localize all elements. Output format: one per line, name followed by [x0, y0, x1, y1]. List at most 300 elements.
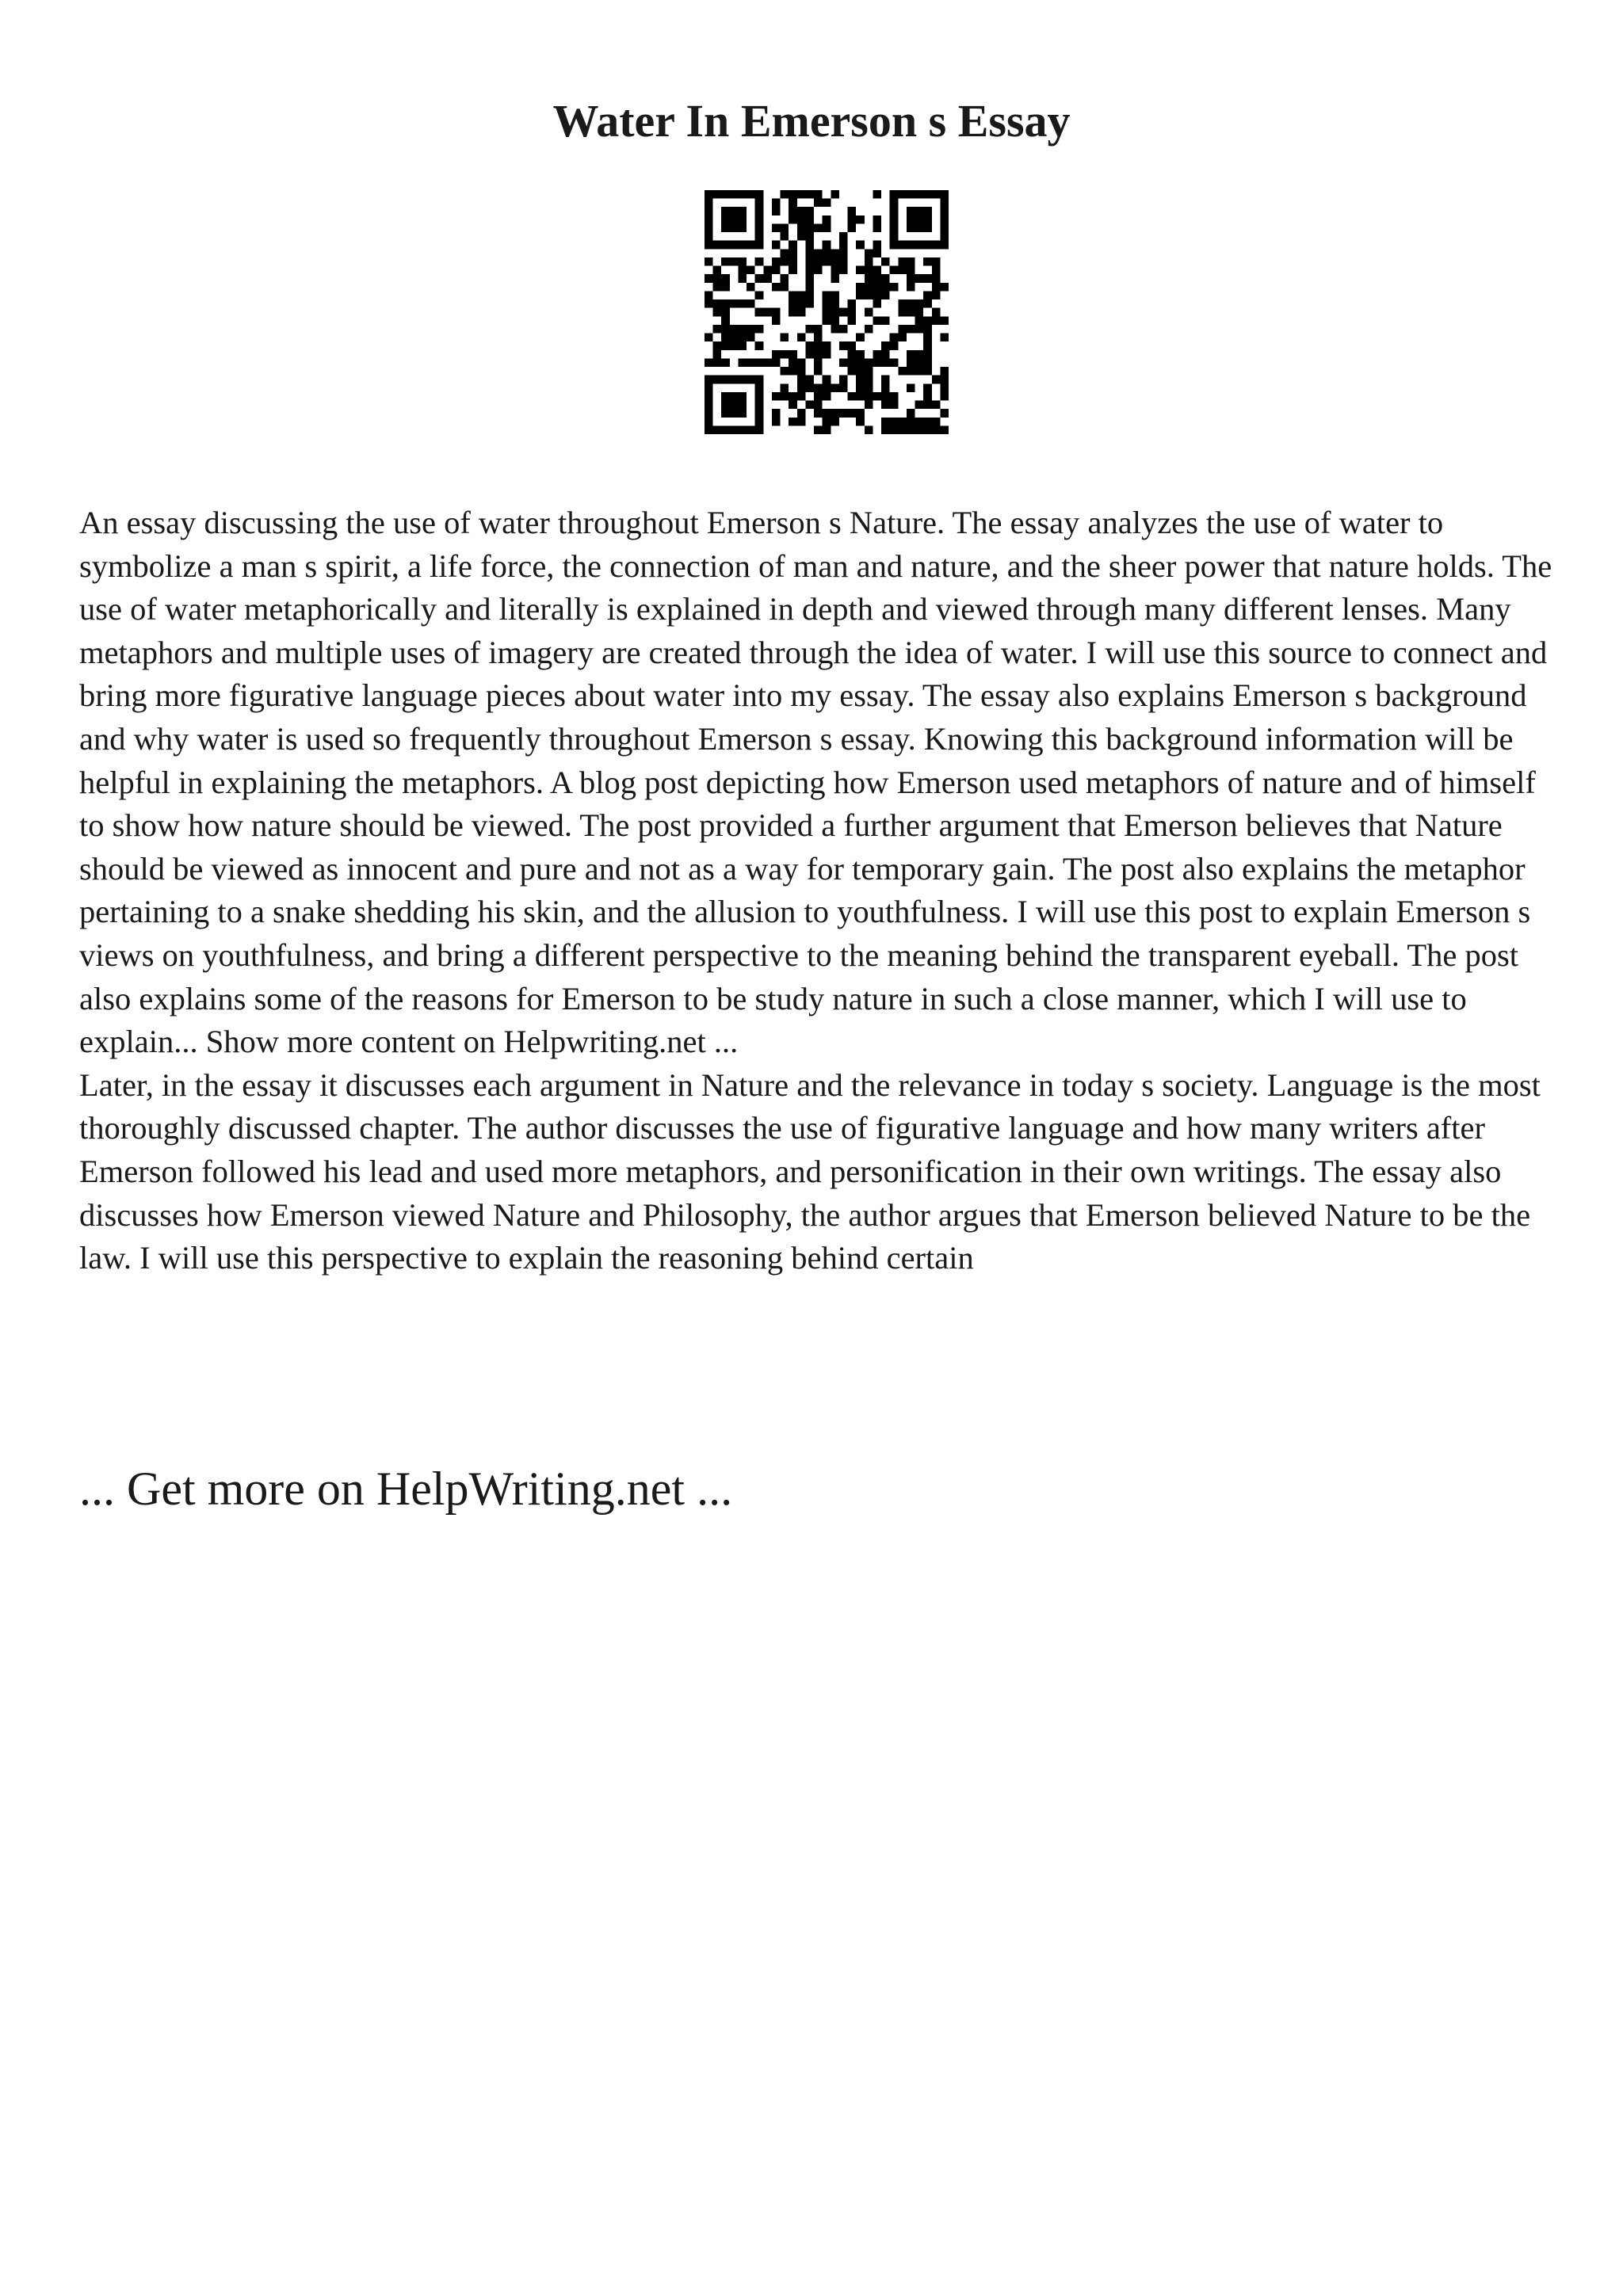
qr-module: [831, 299, 839, 308]
qr-module: [805, 325, 814, 334]
qr-module: [772, 207, 781, 215]
qr-module: [789, 367, 797, 376]
qr-module: [898, 190, 907, 199]
qr-module: [705, 207, 713, 215]
qr-module: [915, 223, 924, 232]
qr-module: [823, 215, 831, 224]
qr-module: [721, 341, 730, 350]
qr-module: [932, 190, 941, 199]
qr-module: [747, 190, 755, 199]
qr-module: [713, 283, 722, 292]
qr-module: [721, 215, 730, 224]
qr-module: [721, 207, 730, 215]
qr-module: [713, 274, 722, 283]
qr-module: [839, 266, 848, 275]
qr-module: [848, 392, 857, 401]
qr-module: [805, 401, 814, 410]
page-title: Water In Emerson s Essay: [552, 95, 1071, 147]
qr-module: [721, 401, 730, 410]
qr-module: [865, 358, 873, 367]
qr-module: [713, 325, 722, 334]
qr-module: [738, 409, 747, 418]
qr-module: [839, 341, 848, 350]
qr-module: [923, 367, 932, 376]
qr-code-icon[interactable]: [705, 190, 949, 434]
qr-module: [805, 341, 814, 350]
qr-module: [797, 232, 806, 241]
qr-module: [940, 190, 949, 199]
qr-module: [898, 325, 907, 334]
qr-module: [856, 383, 865, 392]
qr-module: [923, 215, 932, 224]
qr-module: [705, 223, 713, 232]
qr-module: [856, 392, 865, 401]
get-more-link[interactable]: ... Get more on HelpWriting.net ...: [79, 1463, 733, 1515]
qr-module: [730, 334, 739, 342]
qr-module: [805, 283, 814, 292]
qr-module: [705, 383, 713, 392]
qr-module: [738, 190, 747, 199]
qr-module: [940, 199, 949, 208]
qr-module: [772, 241, 781, 250]
qr-module: [923, 350, 932, 359]
qr-module: [789, 401, 797, 410]
qr-module: [789, 190, 797, 199]
qr-module: [831, 418, 839, 426]
qr-module: [932, 418, 941, 426]
qr-module: [923, 341, 932, 350]
qr-module: [873, 215, 881, 224]
qr-module: [747, 425, 755, 434]
qr-module: [907, 325, 915, 334]
qr-module: [839, 409, 848, 418]
qr-module: [738, 241, 747, 250]
qr-module: [781, 274, 789, 283]
qr-module: [789, 392, 797, 401]
qr-module: [772, 257, 781, 266]
qr-module: [781, 367, 789, 376]
qr-module: [898, 308, 907, 317]
qr-module: [814, 409, 823, 418]
essay-paragraph: An essay discussing the use of water throughout Emerson s Nature. The essay analyzes the use of water to symbolize a man s spirit, a life force, the connection of man and nature, and the sheer power that nature holds. The use of water metaphorically and literally is explained in depth and viewed through many different lenses. Many metaphors and multiple uses of imagery are created through the idea of water. I will use this source to connect and bring more figurative language pieces about water into my essay. The essay also explains Emerson s background and why water is used so frequently throughout Emerson s essay. Knowing this background information will be helpful in explaining the metaphors. A blog post depicting how Emerson used metaphors of nature and of himself to show how nature should be viewed. The post provided a further argument that Emerson believes that Nature should be viewed as innocent and pure and not as a way for temporary gain. The post also explains the metaphor pertaining to a snake shedding his skin, and the allusion to youthfulness. I will use this post to explain Emerson s views on youthfulness, and bring a different perspective to the meaning behind the transparent eyeball. The post also explains some of the reasons for Emerson to be study nature in such a close manner, which I will use to explain... Show more content on Helpwriting.net ...: [79, 505, 1552, 1060]
qr-module: [890, 215, 899, 224]
qr-module: [755, 409, 764, 418]
qr-module: [738, 325, 747, 334]
qr-module: [814, 325, 823, 334]
qr-module: [823, 249, 831, 257]
qr-module: [738, 257, 747, 266]
qr-module: [907, 190, 915, 199]
qr-module: [865, 392, 873, 401]
qr-module: [721, 334, 730, 342]
qr-module: [755, 383, 764, 392]
qr-module: [721, 241, 730, 250]
qr-module: [823, 316, 831, 325]
qr-module: [738, 274, 747, 283]
qr-module: [898, 257, 907, 266]
qr-module: [890, 401, 899, 410]
qr-module: [755, 341, 764, 350]
qr-module: [940, 316, 949, 325]
qr-module: [823, 409, 831, 418]
qr-module: [940, 367, 949, 376]
qr-module: [721, 308, 730, 317]
qr-module: [797, 376, 806, 384]
qr-module: [890, 241, 899, 250]
qr-module: [772, 418, 781, 426]
qr-module: [823, 376, 831, 384]
qr-module: [873, 392, 881, 401]
qr-module: [940, 232, 949, 241]
qr-module: [923, 358, 932, 367]
qr-module: [755, 418, 764, 426]
qr-module: [940, 283, 949, 292]
qr-module: [781, 232, 789, 241]
qr-module: [705, 190, 713, 199]
qr-module: [789, 299, 797, 308]
qr-module: [839, 308, 848, 317]
qr-module: [890, 190, 899, 199]
qr-module: [721, 257, 730, 266]
qr-module: [721, 358, 730, 367]
qr-module: [755, 401, 764, 410]
qr-module: [898, 334, 907, 342]
qr-module: [907, 358, 915, 367]
qr-module: [789, 291, 797, 299]
qr-module: [721, 316, 730, 325]
qr-module: [797, 409, 806, 418]
qr-module: [805, 207, 814, 215]
qr-module: [705, 274, 713, 283]
qr-module: [831, 257, 839, 266]
qr-module: [848, 308, 857, 317]
qr-module: [923, 316, 932, 325]
qr-module: [907, 350, 915, 359]
qr-module: [789, 358, 797, 367]
qr-module: [915, 207, 924, 215]
qr-module: [763, 274, 772, 283]
qr-module: [814, 266, 823, 275]
qr-module: [797, 299, 806, 308]
qr-module: [772, 283, 781, 292]
qr-module: [814, 383, 823, 392]
qr-module: [789, 199, 797, 208]
qr-module: [772, 409, 781, 418]
qr-module: [823, 241, 831, 250]
qr-module: [873, 274, 881, 283]
qr-module: [839, 232, 848, 241]
qr-module: [856, 358, 865, 367]
qr-module: [839, 257, 848, 266]
qr-module: [907, 241, 915, 250]
qr-module: [797, 358, 806, 367]
qr-module: [721, 190, 730, 199]
qr-module: [721, 425, 730, 434]
qr-module: [865, 266, 873, 275]
qr-module: [730, 401, 739, 410]
qr-module: [772, 308, 781, 317]
qr-module: [831, 190, 839, 199]
qr-module: [797, 367, 806, 376]
qr-module: [898, 425, 907, 434]
qr-module: [907, 367, 915, 376]
qr-module: [713, 299, 722, 308]
qr-module: [772, 199, 781, 208]
qr-module: [915, 215, 924, 224]
qr-module: [738, 266, 747, 275]
qr-module: [772, 266, 781, 275]
qr-module: [789, 215, 797, 224]
qr-module: [713, 376, 722, 384]
qr-module: [814, 425, 823, 434]
qr-module: [932, 425, 941, 434]
qr-module: [865, 325, 873, 334]
qr-module: [848, 409, 857, 418]
qr-module: [915, 401, 924, 410]
qr-module: [772, 316, 781, 325]
qr-module: [805, 274, 814, 283]
qr-module: [705, 425, 713, 434]
qr-module: [823, 223, 831, 232]
qr-module: [839, 249, 848, 257]
qr-module: [865, 283, 873, 292]
qr-module: [814, 350, 823, 359]
essay-paragraph: Later, in the essay it discusses each argument in Nature and the relevance in today s society. Language is the most thoroughly discussed chapter. The author discusses the use of figurative language and how many writers after Emerson followed his lead and used more metaphors, and personification in their own writings. The essay also discusses how Emerson viewed Nature and Philosophy, the author argues that Emerson believed Nature to be the law. I will use this perspective to explain the reasoning behind certain: [79, 1066, 1541, 1276]
qr-module: [705, 299, 713, 308]
qr-code-graphic: [705, 190, 949, 434]
qr-module: [915, 190, 924, 199]
qr-module: [805, 223, 814, 232]
qr-module: [940, 334, 949, 342]
qr-module: [755, 308, 764, 317]
qr-module: [823, 350, 831, 359]
qr-module: [747, 283, 755, 292]
qr-module: [789, 418, 797, 426]
qr-module: [915, 425, 924, 434]
qr-module: [755, 376, 764, 384]
qr-module: [915, 350, 924, 359]
qr-module: [873, 223, 881, 232]
qr-module: [932, 257, 941, 266]
qr-module: [814, 334, 823, 342]
qr-module: [823, 199, 831, 208]
qr-module: [898, 299, 907, 308]
qr-module: [738, 425, 747, 434]
qr-module: [789, 257, 797, 266]
qr-module: [940, 223, 949, 232]
qr-module: [865, 425, 873, 434]
qr-module: [805, 257, 814, 266]
qr-module: [721, 325, 730, 334]
qr-module: [923, 392, 932, 401]
qr-module: [755, 392, 764, 401]
qr-module: [805, 190, 814, 199]
qr-module: [738, 299, 747, 308]
qr-module: [856, 291, 865, 299]
qr-module: [831, 383, 839, 392]
qr-module: [831, 266, 839, 275]
qr-module: [831, 291, 839, 299]
qr-module: [755, 325, 764, 334]
qr-module: [932, 308, 941, 317]
qr-module: [873, 283, 881, 292]
qr-module: [923, 207, 932, 215]
qr-module: [881, 316, 890, 325]
qr-module: [755, 274, 764, 283]
qr-module: [781, 392, 789, 401]
qr-module: [747, 325, 755, 334]
qr-module: [865, 383, 873, 392]
qr-module: [881, 283, 890, 292]
qr-module: [738, 376, 747, 384]
qr-module: [881, 274, 890, 283]
qr-module: [907, 266, 915, 275]
qr-module: [881, 350, 890, 359]
qr-module: [856, 215, 865, 224]
qr-module: [915, 316, 924, 325]
qr-module: [805, 249, 814, 257]
qr-module: [738, 401, 747, 410]
qr-module: [865, 249, 873, 257]
qr-module: [747, 241, 755, 250]
qr-module: [763, 266, 772, 275]
qr-module: [721, 409, 730, 418]
qr-module: [713, 425, 722, 434]
qr-module: [747, 334, 755, 342]
qr-module: [772, 392, 781, 401]
qr-module: [730, 241, 739, 250]
qr-module: [881, 376, 890, 384]
qr-module: [730, 190, 739, 199]
qr-module: [898, 367, 907, 376]
qr-module: [940, 207, 949, 215]
qr-module: [856, 334, 865, 342]
qr-module: [865, 257, 873, 266]
qr-module: [705, 358, 713, 367]
qr-module: [789, 249, 797, 257]
qr-module: [856, 350, 865, 359]
qr-module: [898, 241, 907, 250]
qr-module: [755, 232, 764, 241]
qr-module: [907, 283, 915, 292]
qr-module: [873, 358, 881, 367]
qr-module: [923, 257, 932, 266]
qr-module: [898, 266, 907, 275]
qr-module: [881, 291, 890, 299]
qr-module: [915, 418, 924, 426]
qr-module: [814, 190, 823, 199]
qr-module: [865, 367, 873, 376]
qr-module: [831, 274, 839, 283]
qr-module: [730, 425, 739, 434]
qr-module: [856, 241, 865, 250]
qr-module: [848, 367, 857, 376]
qr-module: [705, 241, 713, 250]
qr-module: [940, 241, 949, 250]
qr-module: [797, 308, 806, 317]
qr-module: [713, 308, 722, 317]
qr-module: [789, 207, 797, 215]
qr-module: [907, 207, 915, 215]
qr-module: [907, 383, 915, 392]
qr-module: [831, 249, 839, 257]
qr-module: [738, 334, 747, 342]
qr-module: [848, 223, 857, 232]
qr-module: [873, 249, 881, 257]
qr-module: [781, 350, 789, 359]
qr-module: [763, 358, 772, 367]
qr-module: [755, 190, 764, 199]
qr-module: [848, 350, 857, 359]
qr-module: [839, 358, 848, 367]
qr-module: [923, 274, 932, 283]
qr-module: [730, 325, 739, 334]
qr-module: [721, 274, 730, 283]
qr-module: [881, 341, 890, 350]
qr-module: [713, 341, 722, 350]
qr-module: [940, 425, 949, 434]
qr-module: [797, 291, 806, 299]
qr-module: [713, 190, 722, 199]
qr-module: [890, 358, 899, 367]
qr-module: [923, 401, 932, 410]
qr-module: [865, 376, 873, 384]
qr-module: [839, 325, 848, 334]
qr-module: [705, 199, 713, 208]
qr-module: [865, 401, 873, 410]
qr-module: [713, 266, 722, 275]
qr-module: [907, 418, 915, 426]
qr-module: [738, 207, 747, 215]
qr-module: [755, 291, 764, 299]
qr-module: [705, 376, 713, 384]
qr-module: [738, 392, 747, 401]
qr-module: [797, 392, 806, 401]
qr-module: [797, 334, 806, 342]
qr-module: [890, 283, 899, 292]
qr-module: [856, 266, 865, 275]
qr-module: [781, 249, 789, 257]
qr-module: [747, 376, 755, 384]
qr-module: [814, 199, 823, 208]
qr-module: [898, 418, 907, 426]
qr-module: [923, 223, 932, 232]
qr-module: [763, 308, 772, 317]
qr-module: [713, 241, 722, 250]
qr-module: [781, 223, 789, 232]
qr-module: [730, 299, 739, 308]
qr-module: [730, 207, 739, 215]
qr-module: [923, 241, 932, 250]
qr-module: [705, 392, 713, 401]
qr-module: [805, 215, 814, 224]
qr-module: [823, 425, 831, 434]
qr-module: [881, 257, 890, 266]
qr-module: [865, 274, 873, 283]
qr-module: [873, 190, 881, 199]
qr-module: [848, 299, 857, 308]
qr-module: [923, 334, 932, 342]
qr-module: [940, 215, 949, 224]
qr-module: [915, 308, 924, 317]
qr-module: [932, 401, 941, 410]
qr-module: [755, 199, 764, 208]
qr-module: [848, 341, 857, 350]
qr-module: [772, 223, 781, 232]
qr-module: [755, 207, 764, 215]
qr-module: [907, 215, 915, 224]
qr-module: [890, 266, 899, 275]
